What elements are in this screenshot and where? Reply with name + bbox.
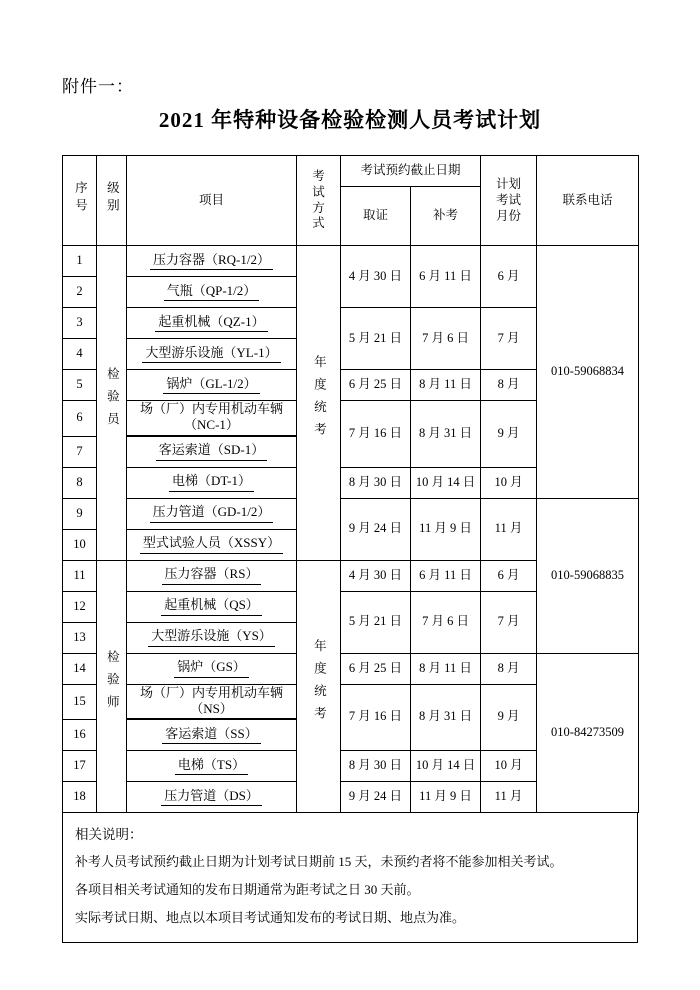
cell-item xyxy=(127,751,297,782)
cell-seq: 3 xyxy=(63,308,97,339)
cell-plan-month: 8 月 xyxy=(481,370,537,401)
cell-plan-month: 8 月 xyxy=(481,653,537,684)
header-plan-month-text: 计划考试月份 xyxy=(496,176,522,224)
cell-plan-month: 10 月 xyxy=(481,467,537,498)
cell-deadline-bk: 8 月 11 日 xyxy=(411,370,481,401)
cell-item xyxy=(127,436,297,467)
cell-item-text: 锅炉（GL-1/2） xyxy=(163,376,259,394)
cell-deadline-qz: 8 月 30 日 xyxy=(341,467,411,498)
cell-item xyxy=(127,401,297,437)
cell-phone: 010-84273509 xyxy=(537,653,639,813)
cell-item-text: 压力管道（GD-1/2） xyxy=(150,504,274,522)
header-deadline-qz-text: 取证 xyxy=(362,208,388,223)
cell-deadline-qz: 6 月 25 日 xyxy=(341,653,411,684)
note-line: 各项目相关考试通知的发布日期通常为距考试之日 30 天前。 xyxy=(75,882,420,898)
cell-item xyxy=(127,591,297,622)
notes-section xyxy=(62,813,638,943)
cell-level xyxy=(97,246,127,561)
exam-plan-table xyxy=(62,155,639,813)
cell-seq: 4 xyxy=(63,339,97,370)
table-row xyxy=(63,653,639,684)
cell-deadline-bk: 8 月 31 日 xyxy=(411,401,481,468)
header-exam-mode xyxy=(297,156,341,246)
cell-item xyxy=(127,246,297,277)
cell-item-text: 场（厂）内专用机动车辆（NS） xyxy=(127,685,296,720)
header-level xyxy=(97,156,127,246)
cell-seq: 1 xyxy=(63,246,97,277)
header-plan-month xyxy=(481,156,537,246)
cell-item-text: 压力管道（DS） xyxy=(161,788,262,806)
cell-item-text: 大型游乐设施（YS） xyxy=(148,628,275,646)
cell-item xyxy=(127,370,297,401)
note-line: 实际考试日期、地点以本项目考试通知发布的考试日期、地点为准。 xyxy=(75,910,466,926)
cell-deadline-qz: 7 月 16 日 xyxy=(341,684,411,751)
table-row xyxy=(63,246,639,277)
cell-item xyxy=(127,653,297,684)
cell-item xyxy=(127,529,297,560)
cell-item-text: 压力容器（RS） xyxy=(162,566,262,584)
cell-item xyxy=(127,467,297,498)
header-item-text: 项目 xyxy=(198,192,224,207)
cell-deadline-qz: 4 月 30 日 xyxy=(341,246,411,308)
cell-deadline-bk: 7 月 6 日 xyxy=(411,591,481,653)
cell-plan-month: 6 月 xyxy=(481,246,537,308)
cell-deadline-qz: 9 月 24 日 xyxy=(341,498,411,560)
cell-item-text: 起重机械（QS） xyxy=(161,597,262,615)
header-deadline-bk-text: 补考 xyxy=(433,208,459,223)
cell-phone: 010-59068835 xyxy=(537,498,639,653)
cell-plan-month: 9 月 xyxy=(481,684,537,751)
cell-phone: 010-59068834 xyxy=(537,246,639,499)
cell-seq: 17 xyxy=(63,751,97,782)
cell-exam-mode-text: 年度统考 xyxy=(312,355,327,446)
cell-seq: 13 xyxy=(63,622,97,653)
page-title: 2021 年特种设备检验检测人员考试计划 xyxy=(158,108,542,132)
header-item xyxy=(127,156,297,246)
cell-plan-month: 10 月 xyxy=(481,751,537,782)
cell-item-text: 电梯（DT-1） xyxy=(169,473,254,491)
cell-item-text: 大型游乐设施（YL-1） xyxy=(142,345,280,363)
cell-item-text: 型式试验人员（XSSY） xyxy=(140,535,283,553)
cell-item-text: 压力容器（RQ-1/2） xyxy=(150,252,273,270)
cell-seq: 18 xyxy=(63,782,97,813)
cell-seq: 6 xyxy=(63,401,97,437)
cell-deadline-qz: 9 月 24 日 xyxy=(341,782,411,813)
cell-exam-mode-text: 年度统考 xyxy=(312,638,327,729)
cell-deadline-bk: 8 月 31 日 xyxy=(411,684,481,751)
cell-deadline-bk: 6 月 11 日 xyxy=(411,560,481,591)
cell-deadline-qz: 5 月 21 日 xyxy=(341,308,411,370)
attachment-label: 附件一： xyxy=(62,77,134,96)
cell-level xyxy=(97,560,127,813)
cell-item-text: 客运索道（SS） xyxy=(162,726,260,744)
cell-seq: 16 xyxy=(63,720,97,751)
cell-seq: 11 xyxy=(63,560,97,591)
cell-seq: 8 xyxy=(63,467,97,498)
cell-seq: 9 xyxy=(63,498,97,529)
header-seq xyxy=(63,156,97,246)
cell-deadline-qz: 4 月 30 日 xyxy=(341,560,411,591)
header-deadline-qz xyxy=(341,187,411,246)
cell-item-text: 起重机械（QZ-1） xyxy=(155,314,267,332)
cell-deadline-bk: 8 月 11 日 xyxy=(411,653,481,684)
notes-title: 相关说明： xyxy=(75,827,143,842)
cell-item-text: 锅炉（GS） xyxy=(174,659,249,677)
header-phone-text: 联系电话 xyxy=(562,192,613,207)
cell-seq: 12 xyxy=(63,591,97,622)
cell-item xyxy=(127,339,297,370)
cell-seq: 15 xyxy=(63,684,97,720)
cell-deadline-bk: 7 月 6 日 xyxy=(411,308,481,370)
cell-item xyxy=(127,277,297,308)
cell-plan-month: 7 月 xyxy=(481,591,537,653)
cell-seq: 2 xyxy=(63,277,97,308)
cell-item xyxy=(127,498,297,529)
cell-deadline-bk: 11 月 9 日 xyxy=(411,498,481,560)
cell-item-text: 客运索道（SD-1） xyxy=(156,442,267,460)
table-header-row xyxy=(63,156,639,187)
note-line: 补考人员考试预约截止日期为计划考试日期前 15 天，未预约者将不能参加相关考试。 xyxy=(75,854,563,869)
header-deadline-group xyxy=(341,156,481,187)
cell-plan-month: 6 月 xyxy=(481,560,537,591)
cell-item xyxy=(127,622,297,653)
table-header xyxy=(63,156,639,246)
header-phone xyxy=(537,156,639,246)
header-level-text: 级别 xyxy=(105,180,120,216)
cell-item xyxy=(127,684,297,720)
cell-deadline-qz: 5 月 21 日 xyxy=(341,591,411,653)
header-exam-mode-text: 考试方式 xyxy=(312,169,325,231)
cell-plan-month: 7 月 xyxy=(481,308,537,370)
cell-deadline-bk: 10 月 14 日 xyxy=(411,467,481,498)
cell-item xyxy=(127,308,297,339)
cell-deadline-qz: 7 月 16 日 xyxy=(341,401,411,468)
cell-exam-mode xyxy=(297,560,341,813)
header-seq-text: 序号 xyxy=(73,180,88,216)
cell-item xyxy=(127,782,297,813)
table-body xyxy=(63,246,639,813)
cell-level-text: 检验员 xyxy=(105,366,120,435)
cell-deadline-qz: 8 月 30 日 xyxy=(341,751,411,782)
cell-seq: 7 xyxy=(63,436,97,467)
cell-plan-month: 11 月 xyxy=(481,782,537,813)
cell-deadline-bk: 6 月 11 日 xyxy=(411,246,481,308)
table-row xyxy=(63,498,639,529)
cell-exam-mode xyxy=(297,246,341,561)
cell-deadline-bk: 11 月 9 日 xyxy=(411,782,481,813)
cell-item xyxy=(127,720,297,751)
cell-seq: 10 xyxy=(63,529,97,560)
cell-deadline-bk: 10 月 14 日 xyxy=(411,751,481,782)
cell-item xyxy=(127,560,297,591)
exam-plan-table-wrapper xyxy=(62,155,638,943)
header-deadline-bk xyxy=(411,187,481,246)
cell-item-text: 电梯（TS） xyxy=(175,757,248,775)
cell-plan-month: 9 月 xyxy=(481,401,537,468)
cell-plan-month: 11 月 xyxy=(481,498,537,560)
cell-item-text: 气瓶（QP-1/2） xyxy=(164,283,260,301)
header-deadline-group-text: 考试预约截止日期 xyxy=(360,163,461,178)
cell-level-text: 检验师 xyxy=(105,650,120,718)
cell-item-text: 场（厂）内专用机动车辆（NC-1） xyxy=(127,401,296,436)
cell-seq: 14 xyxy=(63,653,97,684)
cell-seq: 5 xyxy=(63,370,97,401)
cell-deadline-qz: 6 月 25 日 xyxy=(341,370,411,401)
